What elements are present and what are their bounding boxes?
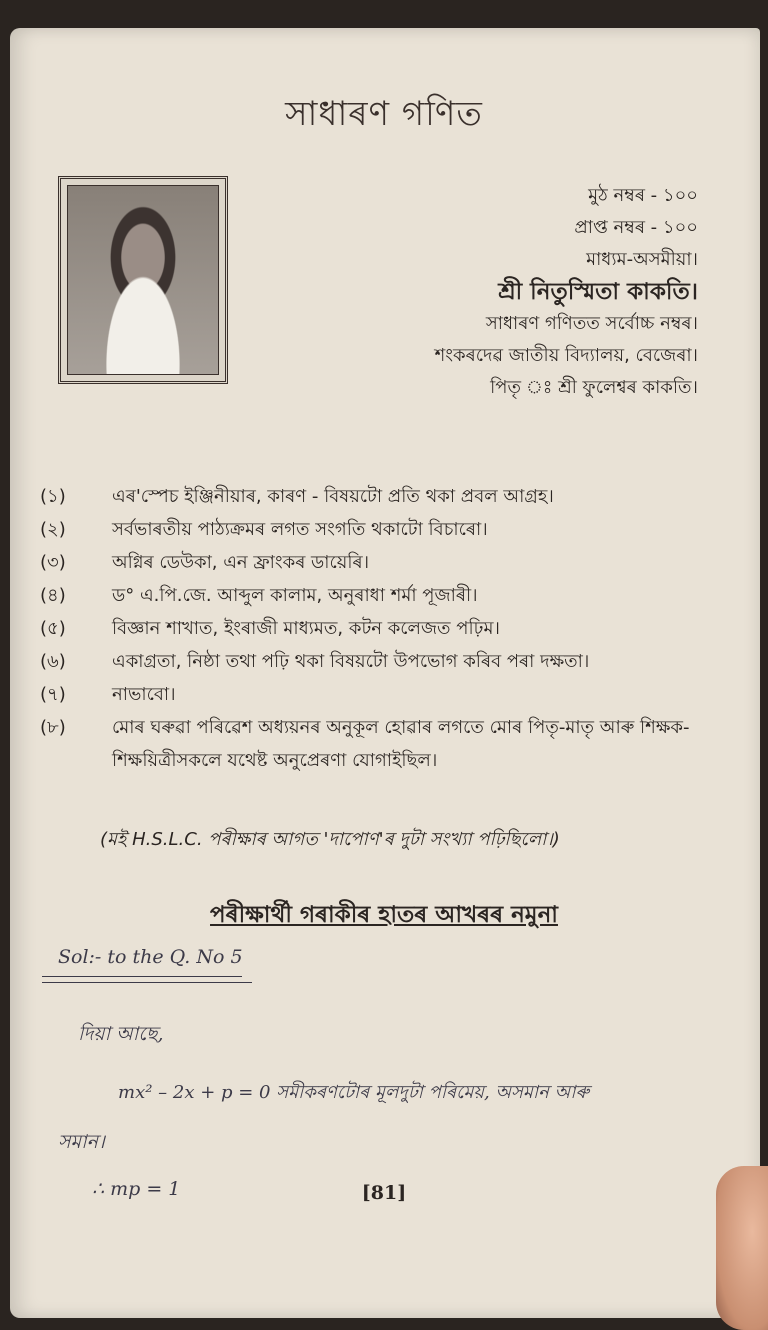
- student-name: শ্ৰী নিতুস্মিতা কাকতি।: [498, 279, 698, 305]
- answer-list: [40, 480, 730, 777]
- list-item: [40, 645, 730, 678]
- obtained-marks: প্ৰাপ্ত নম্বৰ - ১০০: [574, 217, 698, 238]
- list-item: [40, 711, 730, 777]
- item-number: (৫): [40, 618, 66, 639]
- student-details: [435, 180, 698, 404]
- handwriting-line: ∴ mp = 1: [92, 1178, 181, 1200]
- list-item: [40, 480, 730, 513]
- item-text: একাগ্ৰতা, নিষ্ঠা তথা পঢ়ি থকা বিষয়টো উপভোগ কৰিব পৰা দক্ষতা।: [112, 651, 590, 672]
- list-item: [40, 678, 730, 711]
- handwriting-line: সমান।: [58, 1131, 105, 1153]
- item-text: বিজ্ঞান শাখাত, ইংৰাজী মাধ্যমত, কটন কলেজত পঢ়িম।: [112, 618, 500, 639]
- item-text: অগ্নিৰ ডেউকা, এন ফ্ৰাংকৰ ডায়েৰি।: [112, 552, 370, 573]
- item-text: নাভাবো।: [112, 684, 176, 705]
- underline: [42, 982, 252, 983]
- achievement: সাধাৰণ গণিতত সৰ্বোচ্চ নম্বৰ।: [485, 313, 698, 334]
- item-text: সৰ্বভাৰতীয় পাঠ্যক্ৰমৰ লগত সংগতি থকাটো বিচাৰো।: [112, 519, 488, 540]
- item-text: মোৰ ঘৰুৱা পৰিৱেশ অধ্যয়নৰ অনুকূল হোৱাৰ লগতে মোৰ পিতৃ-মাতৃ আৰু শিক্ষক-শিক্ষয়িত্ৰীসকলে যথেষ্ট অনুপ্ৰেৰণা যোগাইছিল।: [112, 717, 690, 771]
- list-item: [40, 513, 730, 546]
- father-name: পিতৃ ঃ শ্ৰী ফুলেশ্বৰ কাকতি।: [490, 377, 698, 398]
- list-item: [40, 579, 730, 612]
- item-number: (৪): [40, 585, 66, 606]
- student-photo: [58, 176, 228, 384]
- item-number: (৮): [40, 717, 66, 738]
- school-name: শংকৰদেৱ জাতীয় বিদ্যালয়, বেজেৰা।: [434, 345, 698, 366]
- thumb: [716, 1166, 768, 1330]
- item-number: (৭): [40, 684, 66, 705]
- handwriting-line: mx² – 2x + p = 0 সমীকৰণটোৰ মূলদুটা পৰিমেয়, অসমান আৰু: [118, 1082, 590, 1103]
- list-item: [40, 546, 730, 579]
- item-number: (৬): [40, 651, 66, 672]
- item-number: (২): [40, 519, 66, 540]
- section-title: পৰীক্ষাৰ্থী গৰাকীৰ হাতৰ আখৰৰ নমুনা: [210, 902, 558, 928]
- handwriting-line: দিয়া আছে,: [78, 1023, 164, 1045]
- item-number: (১): [40, 486, 66, 507]
- item-text: এৰ'স্পেচ ইঞ্জিনীয়াৰ, কাৰণ - বিষয়টো প্ৰতি থকা প্ৰবল আগ্ৰহ।: [112, 486, 554, 507]
- item-number: (৩): [40, 552, 66, 573]
- underline: [42, 976, 242, 977]
- portrait-image: [67, 185, 219, 375]
- page-number: [81]: [361, 1182, 407, 1204]
- note: (মই H.S.L.C. পৰীক্ষাৰ আগত 'দাপোণ'ৰ দুটা সংখ্যা পঢ়িছিলো।): [100, 829, 560, 850]
- page-title: সাধাৰণ গণিত: [285, 94, 483, 134]
- medium: মাধ্যম-অসমীয়া।: [586, 249, 698, 270]
- item-text: ড° এ.পি.জে. আব্দুল কালাম, অনুৰাধা শৰ্মা পূজাৰী।: [112, 585, 478, 606]
- list-item: [40, 612, 730, 645]
- handwriting-line: Sol:- to the Q. No 5: [58, 946, 243, 968]
- total-marks: মুঠ নম্বৰ - ১০০: [588, 185, 698, 206]
